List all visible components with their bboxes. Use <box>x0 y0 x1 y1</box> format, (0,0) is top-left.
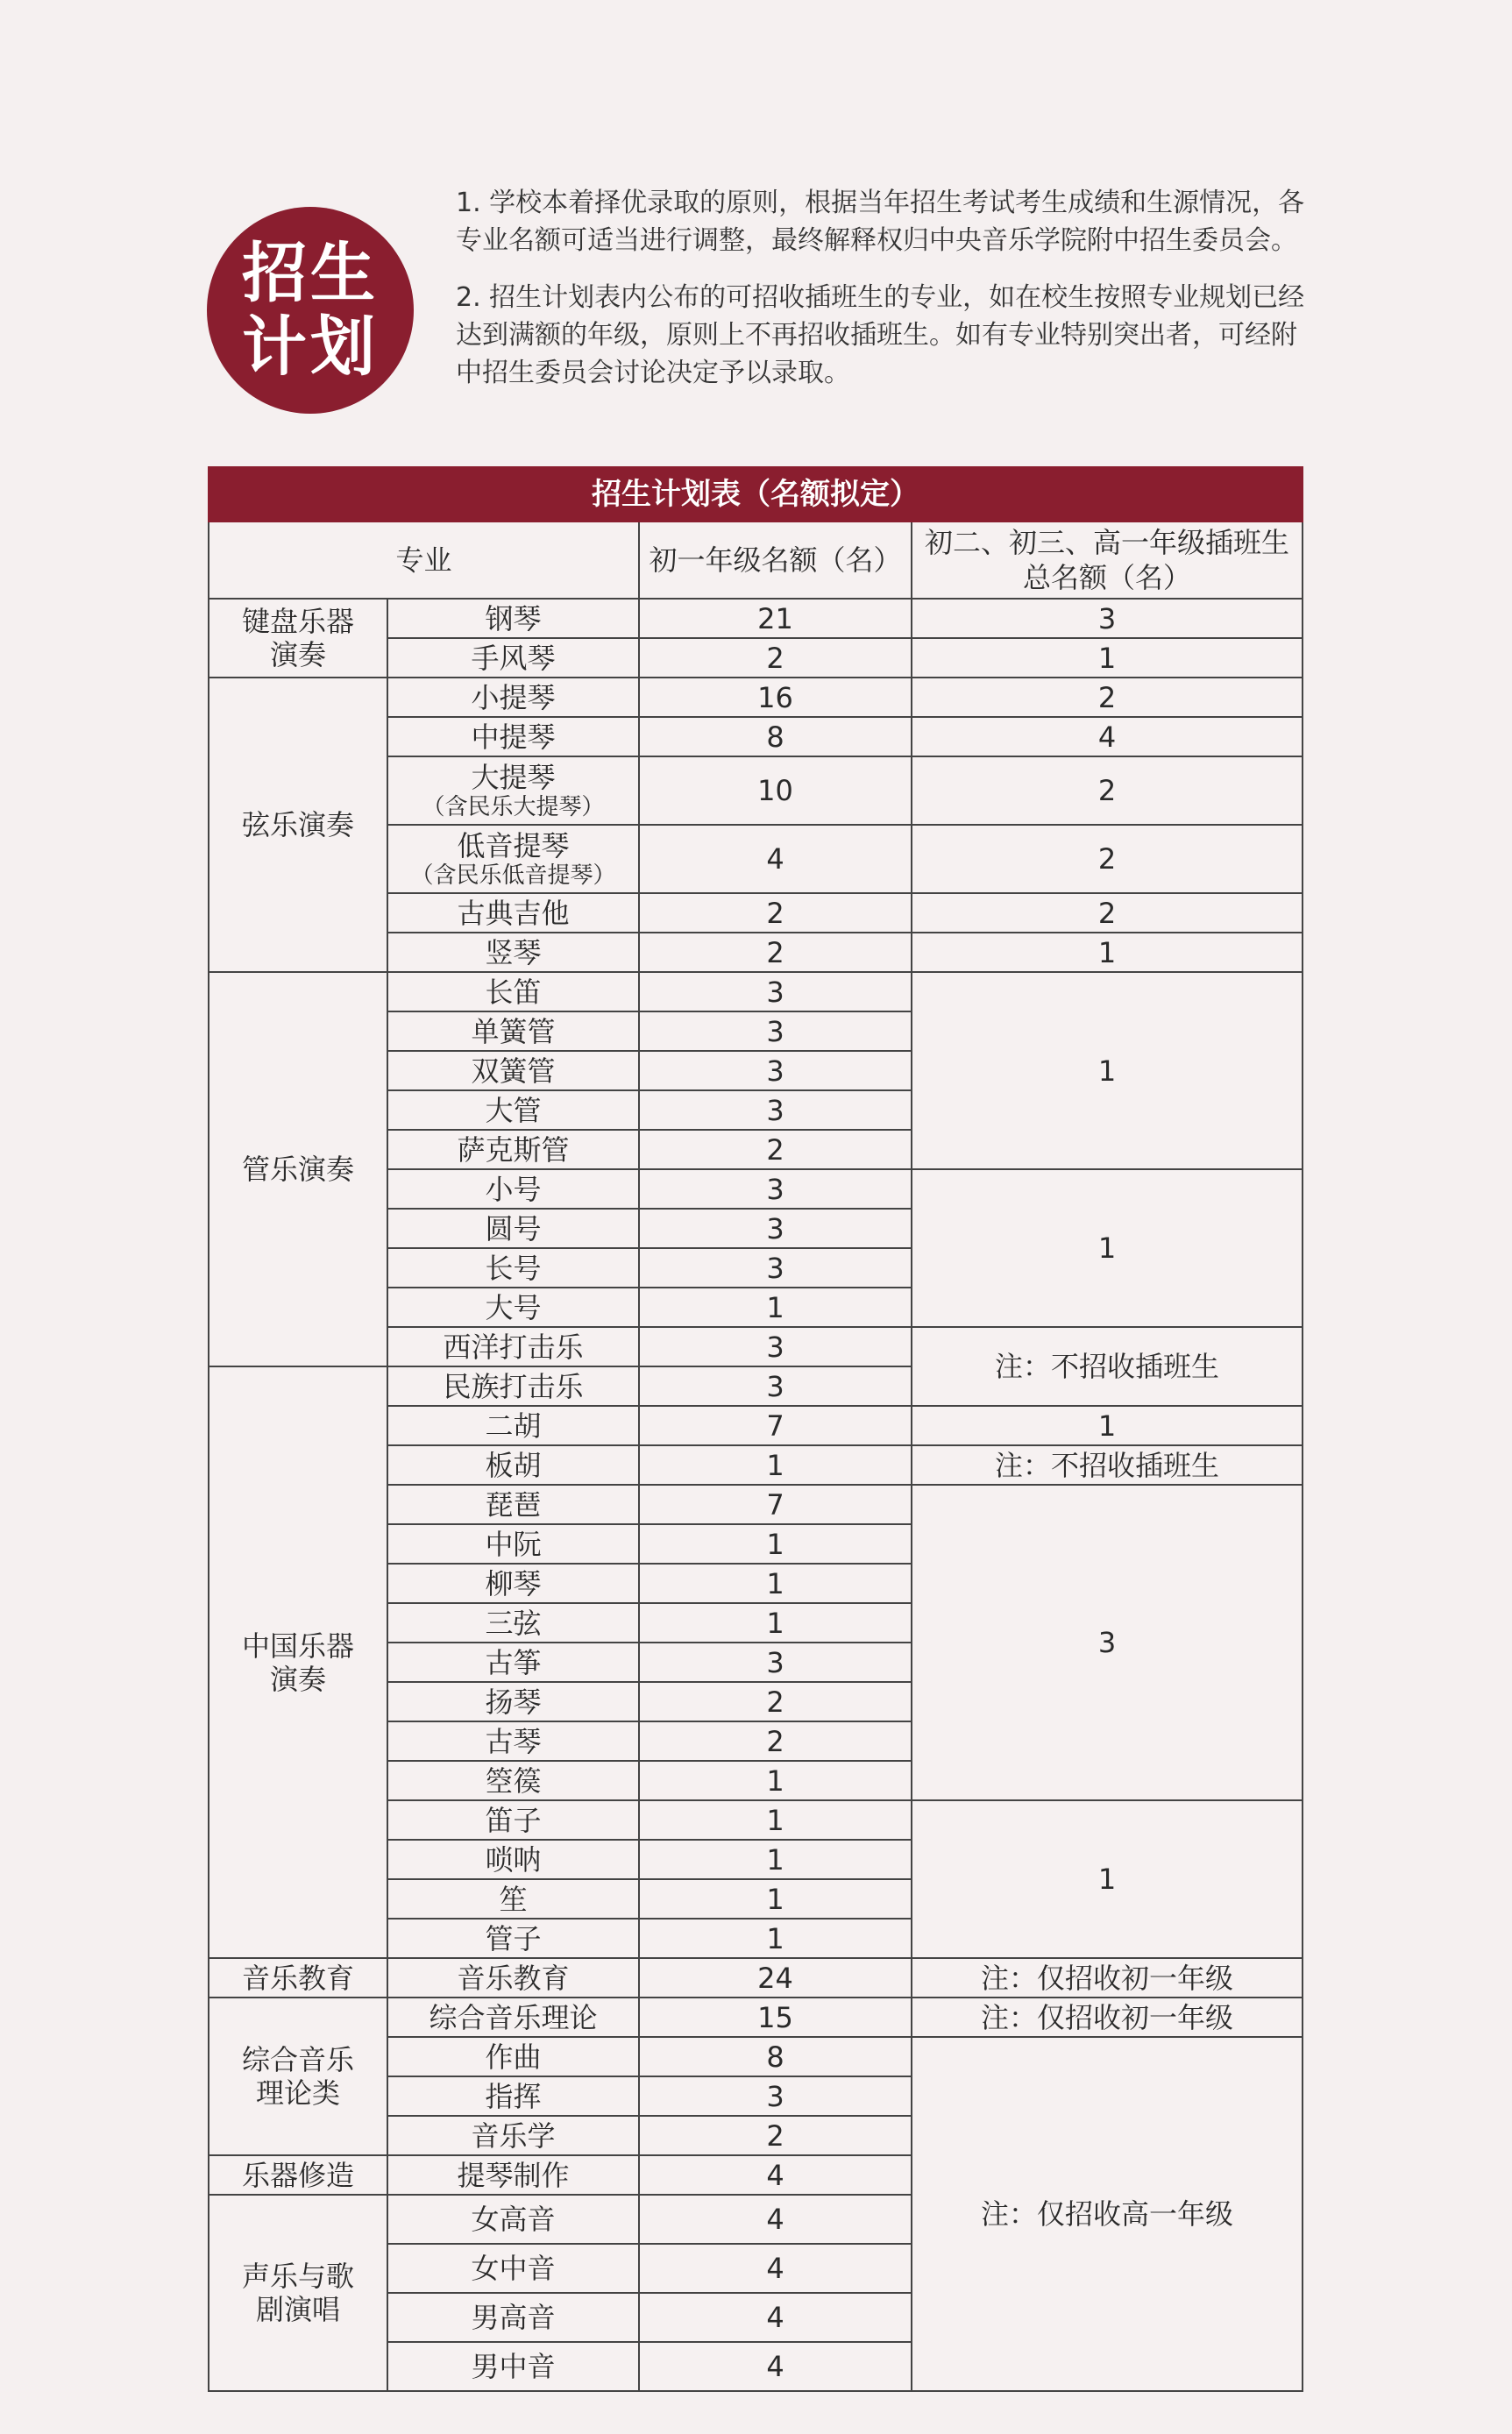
badge-line-1: 招生 <box>242 236 379 311</box>
major-name: 大号 <box>485 1290 542 1324</box>
major-name: 琵琶 <box>485 1487 542 1522</box>
grade1-quota-cell: 3 <box>639 1011 912 1051</box>
grade1-quota-cell: 7 <box>639 1406 912 1445</box>
note-2: 2. 招生计划表内公布的可招收插班生的专业，如在校生按照专业规划已经达到满额的年级，原则上不再招收插班生。如有专业特别突出者，可经附中招生委员会讨论决定予以录取。 <box>456 282 1305 388</box>
major-cell <box>387 1958 639 1998</box>
transfer-quota-cell: 1 <box>912 1169 1303 1327</box>
major-name: 管子 <box>485 1921 542 1955</box>
major-cell <box>387 1011 639 1051</box>
grade1-quota-cell: 4 <box>639 2342 912 2391</box>
transfer-quota-cell: 3 <box>912 599 1303 638</box>
major-cell <box>387 1643 639 1682</box>
grade1-quota-cell: 8 <box>639 717 912 756</box>
major-name: 圆号 <box>485 1211 542 1245</box>
major-name: 竖琴 <box>485 935 542 969</box>
grade1-quota-cell: 3 <box>639 1209 912 1248</box>
major-name: 西洋打击乐 <box>443 1330 584 1364</box>
transfer-quota-cell: 4 <box>912 717 1303 756</box>
grade1-quota-cell: 1 <box>639 1761 912 1800</box>
table-row <box>209 1998 1303 2037</box>
major-cell <box>387 1327 639 1366</box>
grade1-quota-cell: 1 <box>639 1288 912 1327</box>
transfer-quota-cell: 注：不招收插班生 <box>912 1327 1303 1406</box>
group-cell: 乐器修造 <box>209 2155 387 2195</box>
group-cell: 综合音乐理论类 <box>209 1998 387 2155</box>
group-cell: 弦乐演奏 <box>209 678 387 972</box>
major-cell <box>387 1130 639 1169</box>
group-cell: 管乐演奏 <box>209 972 387 1366</box>
major-cell <box>387 893 639 933</box>
enrollment-plan-table <box>208 466 1303 2392</box>
transfer-quota-cell: 2 <box>912 825 1303 893</box>
table-row <box>209 599 1303 638</box>
major-cell <box>387 2155 639 2195</box>
grade1-quota-cell: 2 <box>639 1130 912 1169</box>
header-grade1-quota: 初一年级名额（名） <box>639 522 912 599</box>
major-cell <box>387 1564 639 1603</box>
grade1-quota-cell: 1 <box>639 1879 912 1919</box>
major-cell <box>387 1603 639 1643</box>
major-name: 手风琴 <box>471 641 556 675</box>
major-cell <box>387 2342 639 2391</box>
major-cell <box>387 1445 639 1485</box>
major-cell <box>387 825 639 893</box>
grade1-quota-cell: 4 <box>639 2155 912 2195</box>
major-cell <box>387 933 639 972</box>
major-name: 萨克斯管 <box>457 1132 570 1167</box>
grade1-quota-cell: 2 <box>639 1721 912 1761</box>
major-name: 指挥 <box>485 2079 542 2113</box>
major-cell <box>387 1800 639 1840</box>
grade1-quota-cell: 4 <box>639 2293 912 2342</box>
major-name: 大管 <box>485 1093 542 1127</box>
grade1-quota-cell: 2 <box>639 893 912 933</box>
grade1-quota-cell: 1 <box>639 1445 912 1485</box>
group-cell: 键盘乐器演奏 <box>209 599 387 678</box>
major-name: 古典吉他 <box>457 896 570 930</box>
grade1-quota-cell: 1 <box>639 1800 912 1840</box>
major-name: 古琴 <box>485 1724 542 1758</box>
grade1-quota-cell: 24 <box>639 1958 912 1998</box>
grade1-quota-cell: 2 <box>639 1682 912 1721</box>
grade1-quota-cell: 3 <box>639 2076 912 2116</box>
major-name: 提琴制作 <box>457 2158 570 2192</box>
table-row <box>209 972 1303 1011</box>
major-name: 低音提琴 <box>457 829 570 862</box>
table-body <box>209 599 1303 2391</box>
major-name: 三弦 <box>485 1606 542 1640</box>
major-cell <box>387 1366 639 1406</box>
major-cell <box>387 1288 639 1327</box>
major-name: 中提琴 <box>471 720 556 754</box>
major-name: 柳琴 <box>485 1566 542 1600</box>
transfer-quota-cell: 1 <box>912 972 1303 1169</box>
table-row <box>209 1958 1303 1998</box>
major-name: 板胡 <box>485 1448 542 1482</box>
major-name: 女高音 <box>471 2203 556 2236</box>
major-cell <box>387 678 639 717</box>
major-name: 大提琴 <box>471 761 556 794</box>
badge-line-2: 计划 <box>242 309 379 385</box>
transfer-quota-cell: 注：不招收插班生 <box>912 1445 1303 1485</box>
major-name: 笙 <box>499 1882 528 1916</box>
grade1-quota-cell: 2 <box>639 2116 912 2155</box>
major-cell <box>387 2244 639 2293</box>
table-row <box>209 678 1303 717</box>
major-cell <box>387 1485 639 1524</box>
note-1: 1. 学校本着择优录取的原则，根据当年招生考试考生成绩和生源情况，各专业名额可适当进行调整，最终解释权归中央音乐学院附中招生委员会。 <box>456 188 1305 256</box>
major-name: 单簧管 <box>471 1014 556 1048</box>
major-cell <box>387 1524 639 1564</box>
major-name: 唢呐 <box>485 1842 542 1877</box>
group-cell: 声乐与歌剧演唱 <box>209 2195 387 2391</box>
grade1-quota-cell: 1 <box>639 1840 912 1879</box>
major-name: 民族打击乐 <box>443 1369 584 1403</box>
major-cell <box>387 1919 639 1958</box>
grade1-quota-cell: 4 <box>639 825 912 893</box>
major-name: 古筝 <box>485 1645 542 1679</box>
grade1-quota-cell: 3 <box>639 1366 912 1406</box>
grade1-quota-cell: 7 <box>639 1485 912 1524</box>
major-cell <box>387 1248 639 1288</box>
major-cell <box>387 1682 639 1721</box>
transfer-quota-cell: 1 <box>912 638 1303 678</box>
transfer-quota-cell: 3 <box>912 1485 1303 1800</box>
major-cell <box>387 2037 639 2076</box>
grade1-quota-cell: 3 <box>639 1327 912 1366</box>
major-name: 小提琴 <box>471 680 556 714</box>
major-name: 小号 <box>485 1172 542 1206</box>
transfer-quota-cell: 1 <box>912 1406 1303 1445</box>
major-name: 笛子 <box>485 1803 542 1837</box>
major-name: 长笛 <box>485 975 542 1009</box>
header-transfer-quota: 初二、初三、高一年级插班生总名额（名） <box>912 522 1303 599</box>
transfer-quota-cell: 1 <box>912 933 1303 972</box>
major-cell <box>387 1209 639 1248</box>
major-cell <box>387 638 639 678</box>
major-cell <box>387 2195 639 2244</box>
grade1-quota-cell: 3 <box>639 1169 912 1209</box>
major-cell <box>387 717 639 756</box>
group-cell: 音乐教育 <box>209 1958 387 1998</box>
grade1-quota-cell: 3 <box>639 1090 912 1130</box>
transfer-quota-cell: 注：仅招收初一年级 <box>912 1998 1303 2037</box>
major-name: 钢琴 <box>485 601 542 635</box>
major-cell <box>387 972 639 1011</box>
major-note: （含民乐大提琴） <box>422 794 605 820</box>
major-name: 长号 <box>485 1251 542 1285</box>
major-name: 二胡 <box>485 1409 542 1443</box>
major-cell <box>387 2076 639 2116</box>
major-cell <box>387 1840 639 1879</box>
major-name: 音乐学 <box>471 2118 556 2153</box>
major-note: （含民乐低音提琴） <box>410 862 616 889</box>
major-cell <box>387 756 639 825</box>
major-name: 箜篌 <box>485 1763 542 1798</box>
transfer-quota-cell: 2 <box>912 893 1303 933</box>
transfer-quota-cell: 注：仅招收初一年级 <box>912 1958 1303 1998</box>
transfer-quota-cell: 2 <box>912 756 1303 825</box>
table-title: 招生计划表（名额拟定） <box>209 467 1303 522</box>
major-name: 音乐教育 <box>457 1961 570 1995</box>
major-name: 男中音 <box>471 2350 556 2383</box>
major-cell <box>387 1879 639 1919</box>
transfer-quota-cell: 1 <box>912 1800 1303 1958</box>
major-cell <box>387 1761 639 1800</box>
major-cell <box>387 1169 639 1209</box>
grade1-quota-cell: 3 <box>639 1643 912 1682</box>
major-cell <box>387 1090 639 1130</box>
major-name: 双簧管 <box>471 1054 556 1088</box>
major-name: 综合音乐理论 <box>429 2000 598 2034</box>
major-name: 女中音 <box>471 2252 556 2285</box>
major-cell <box>387 1406 639 1445</box>
major-name: 男高音 <box>471 2301 556 2334</box>
major-cell <box>387 599 639 638</box>
admission-notes <box>456 184 1310 411</box>
major-name: 扬琴 <box>485 1685 542 1719</box>
major-cell <box>387 2116 639 2155</box>
major-cell <box>387 1721 639 1761</box>
grade1-quota-cell: 1 <box>639 1564 912 1603</box>
group-cell: 中国乐器演奏 <box>209 1366 387 1958</box>
major-name: 作曲 <box>485 2040 542 2074</box>
grade1-quota-cell: 10 <box>639 756 912 825</box>
grade1-quota-cell: 21 <box>639 599 912 638</box>
grade1-quota-cell: 3 <box>639 1051 912 1090</box>
grade1-quota-cell: 2 <box>639 638 912 678</box>
grade1-quota-cell: 3 <box>639 1248 912 1288</box>
grade1-quota-cell: 16 <box>639 678 912 717</box>
section-badge <box>207 207 414 414</box>
major-cell <box>387 1051 639 1090</box>
major-name: 中阮 <box>485 1527 542 1561</box>
transfer-quota-cell: 注：仅招收高一年级 <box>912 2037 1303 2391</box>
header-major: 专业 <box>209 522 639 599</box>
grade1-quota-cell: 4 <box>639 2195 912 2244</box>
transfer-quota-cell: 2 <box>912 678 1303 717</box>
grade1-quota-cell: 2 <box>639 933 912 972</box>
grade1-quota-cell: 3 <box>639 972 912 1011</box>
grade1-quota-cell: 1 <box>639 1524 912 1564</box>
major-cell <box>387 2293 639 2342</box>
major-cell <box>387 1998 639 2037</box>
grade1-quota-cell: 4 <box>639 2244 912 2293</box>
grade1-quota-cell: 15 <box>639 1998 912 2037</box>
grade1-quota-cell: 8 <box>639 2037 912 2076</box>
grade1-quota-cell: 1 <box>639 1919 912 1958</box>
grade1-quota-cell: 1 <box>639 1603 912 1643</box>
